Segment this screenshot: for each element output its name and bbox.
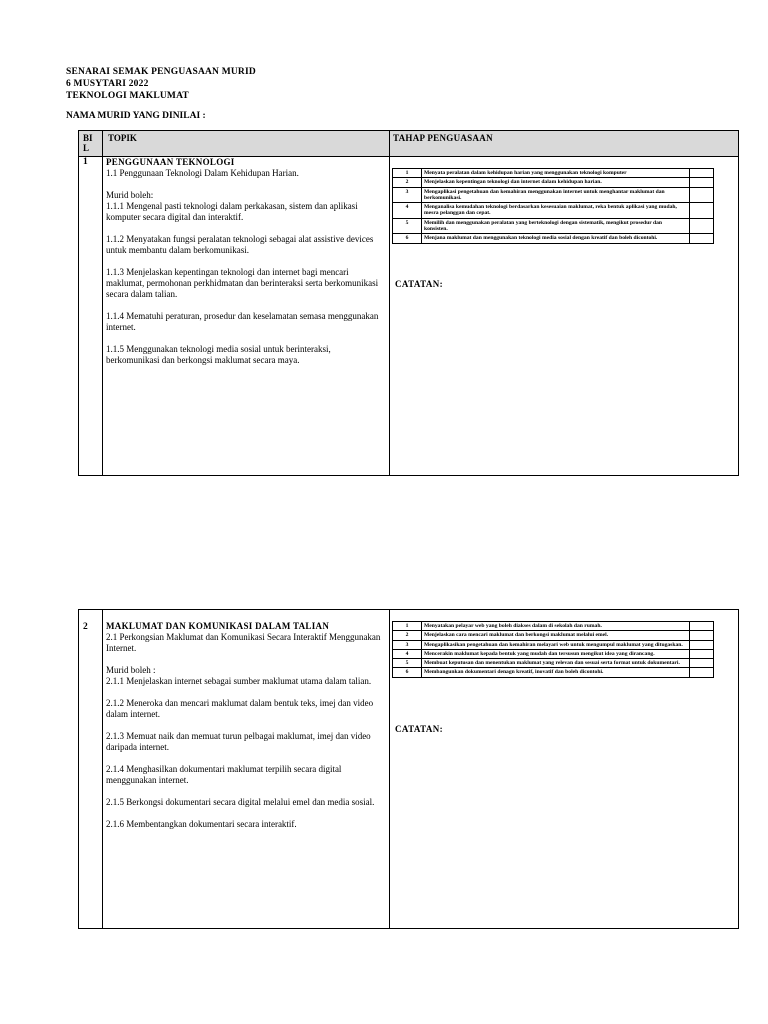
learning-standard: 2.1.1 Menjelaskan internet sebagai sumber maklumat utama dalam talian. bbox=[106, 676, 372, 686]
learning-standard: 1.1.4 Mematuhi peraturan, prosedur dan keselamatan semasa menggunakan internet. bbox=[106, 311, 379, 332]
doc-title: SENARAI SEMAK PENGUASAAN MURID bbox=[66, 67, 256, 77]
topic-subtitle: 2.1 Perkongsian Maklumat dan Komunikasi Secara Interaktif Menggunakan Internet. bbox=[106, 632, 381, 653]
level-row: 4 Mencerakin maklumat kepada bentuk yang mudah dan tersusun mengikut idea yang dirancang. bbox=[393, 649, 714, 658]
level-check-cell[interactable] bbox=[690, 622, 714, 631]
section-number: 1 bbox=[83, 157, 88, 167]
topic-subtitle: 1.1 Penggunaan Teknologi Dalam Kehidupan Harian. bbox=[106, 168, 299, 178]
level-row: 3 Mengaplikasikan pengetahuan dan kemahiran melayari web untuk mengumpul maklumat yang ditugaskan. bbox=[393, 640, 714, 649]
learning-standard: 1.1.2 Menyatakan fungsi peralatan teknologi sebagai alat assistive devices untuk membantu dalam berkomunikasi. bbox=[106, 234, 374, 255]
level-check-cell[interactable] bbox=[690, 169, 714, 178]
level-check-cell[interactable] bbox=[690, 178, 714, 187]
learning-standard: 2.1.6 Membentangkan dokumentari secara interaktif. bbox=[106, 819, 297, 829]
level-row: 1 Menyatakan pelayar web yang boleh diakses dalam di sekolah dan rumah. bbox=[393, 622, 714, 631]
learning-standard: 2.1.3 Memuat naik dan memuat turun pelbagai maklumat, imej dan video daripada internet. bbox=[106, 731, 371, 752]
level-check-cell[interactable] bbox=[690, 203, 714, 219]
topic-intro: Murid boleh: bbox=[106, 190, 154, 200]
learning-standard: 2.1.2 Meneroka dan mencari maklumat dalam bentuk teks, imej dan video dalam internet. bbox=[106, 698, 374, 719]
level-check-cell[interactable] bbox=[690, 659, 714, 668]
level-row: 4 Menganalisa kemudahan teknologi berdasarkan kesesuaian maklumat, reka bentuk aplikasi yang mudah, mesra pelanggan dan cepat. bbox=[393, 203, 714, 219]
level-check-cell[interactable] bbox=[690, 234, 714, 243]
level-row: 5 Memilih dan menggunakan peralatan yang berteknologi dengan sistematik, mengikut prosedur dan konsisten. bbox=[393, 218, 714, 234]
col-topik-header: TOPIK bbox=[108, 133, 137, 143]
learning-standard: 2.1.4 Menghasilkan dokumentari maklumat terpilih secara digital menggunakan internet. bbox=[106, 764, 342, 785]
learning-standard: 1.1.1 Mengenal pasti teknologi dalam perkakasan, sistem dan aplikasi komputer secara digital dan interaktif. bbox=[106, 201, 358, 222]
notes-label: CATATAN: bbox=[395, 724, 444, 734]
learning-standard: 1.1.3 Menjelaskan kepentingan teknologi dan internet bagi mencari maklumat, permohonan perkhidmatan dan berinteraksi serta berkomunikasi secara dalam talian. bbox=[106, 267, 379, 299]
doc-subject: TEKNOLOGI MAKLUMAT bbox=[66, 91, 189, 101]
learning-standard: 1.1.5 Menggunakan teknologi media sosial untuk berinteraksi, berkomunikasi dan berkongsi maklumat secara maya. bbox=[106, 344, 331, 365]
level-row: 2 Menjelaskan cara mencari maklumat dan berkongsi maklumat melalui emel. bbox=[393, 631, 714, 640]
doc-class: 6 MUSYTARI 2022 bbox=[66, 79, 149, 89]
topic-intro: Murid boleh : bbox=[106, 665, 156, 675]
notes-label: CATATAN: bbox=[395, 279, 444, 289]
level-row: 5 Membuat keputusan dan menentukan maklumat yang relevan dan sesuai serta format untuk dokumentari. bbox=[393, 659, 714, 668]
topic-title: MAKLUMAT DAN KOMUNIKASI DALAM TALIAN bbox=[106, 621, 330, 631]
level-check-cell[interactable] bbox=[690, 668, 714, 677]
topic-cell bbox=[106, 621, 384, 830]
col-bil-header: BI L bbox=[83, 133, 93, 153]
topic-cell bbox=[106, 157, 384, 366]
level-row: 6 Menjana maklumat dan menggunakan teknologi media sosial dengan kreatif dan boleh dicontohi. bbox=[393, 234, 714, 243]
level-check-cell[interactable] bbox=[690, 649, 714, 658]
topic-title: PENGGUNAAN TEKNOLOGI bbox=[106, 157, 235, 167]
level-row: 3 Mengaplikasi pengetahuan dan kemahiran menggunakan internet untuk menghantar maklumat dan berkomunikasi. bbox=[393, 187, 714, 203]
learning-standard: 2.1.5 Berkongsi dokumentari secara digital melalui emel dan media sosial. bbox=[106, 797, 375, 807]
student-name-label: NAMA MURID YANG DINILAI : bbox=[66, 111, 206, 121]
level-check-cell[interactable] bbox=[690, 187, 714, 203]
mastery-level-table-2 bbox=[392, 621, 714, 678]
level-check-cell[interactable] bbox=[690, 218, 714, 234]
level-check-cell[interactable] bbox=[690, 640, 714, 649]
col-tahap-header: TAHAP PENGUASAAN bbox=[393, 133, 493, 143]
document-header bbox=[66, 66, 256, 102]
level-row: 1 Menyata peralatan dalam kehidupan harian yang menggunakan teknologi komputer bbox=[393, 169, 714, 178]
section-number: 2 bbox=[83, 622, 88, 632]
mastery-level-table-1 bbox=[392, 168, 714, 244]
level-row: 6 Membangunkan dokumentari denagn kreatif, inovatif dan boleh dicontohi. bbox=[393, 668, 714, 677]
level-row: 2 Menjelaskan kepentingan teknologi dan internet dalam kehidupan harian. bbox=[393, 178, 714, 187]
level-check-cell[interactable] bbox=[690, 631, 714, 640]
